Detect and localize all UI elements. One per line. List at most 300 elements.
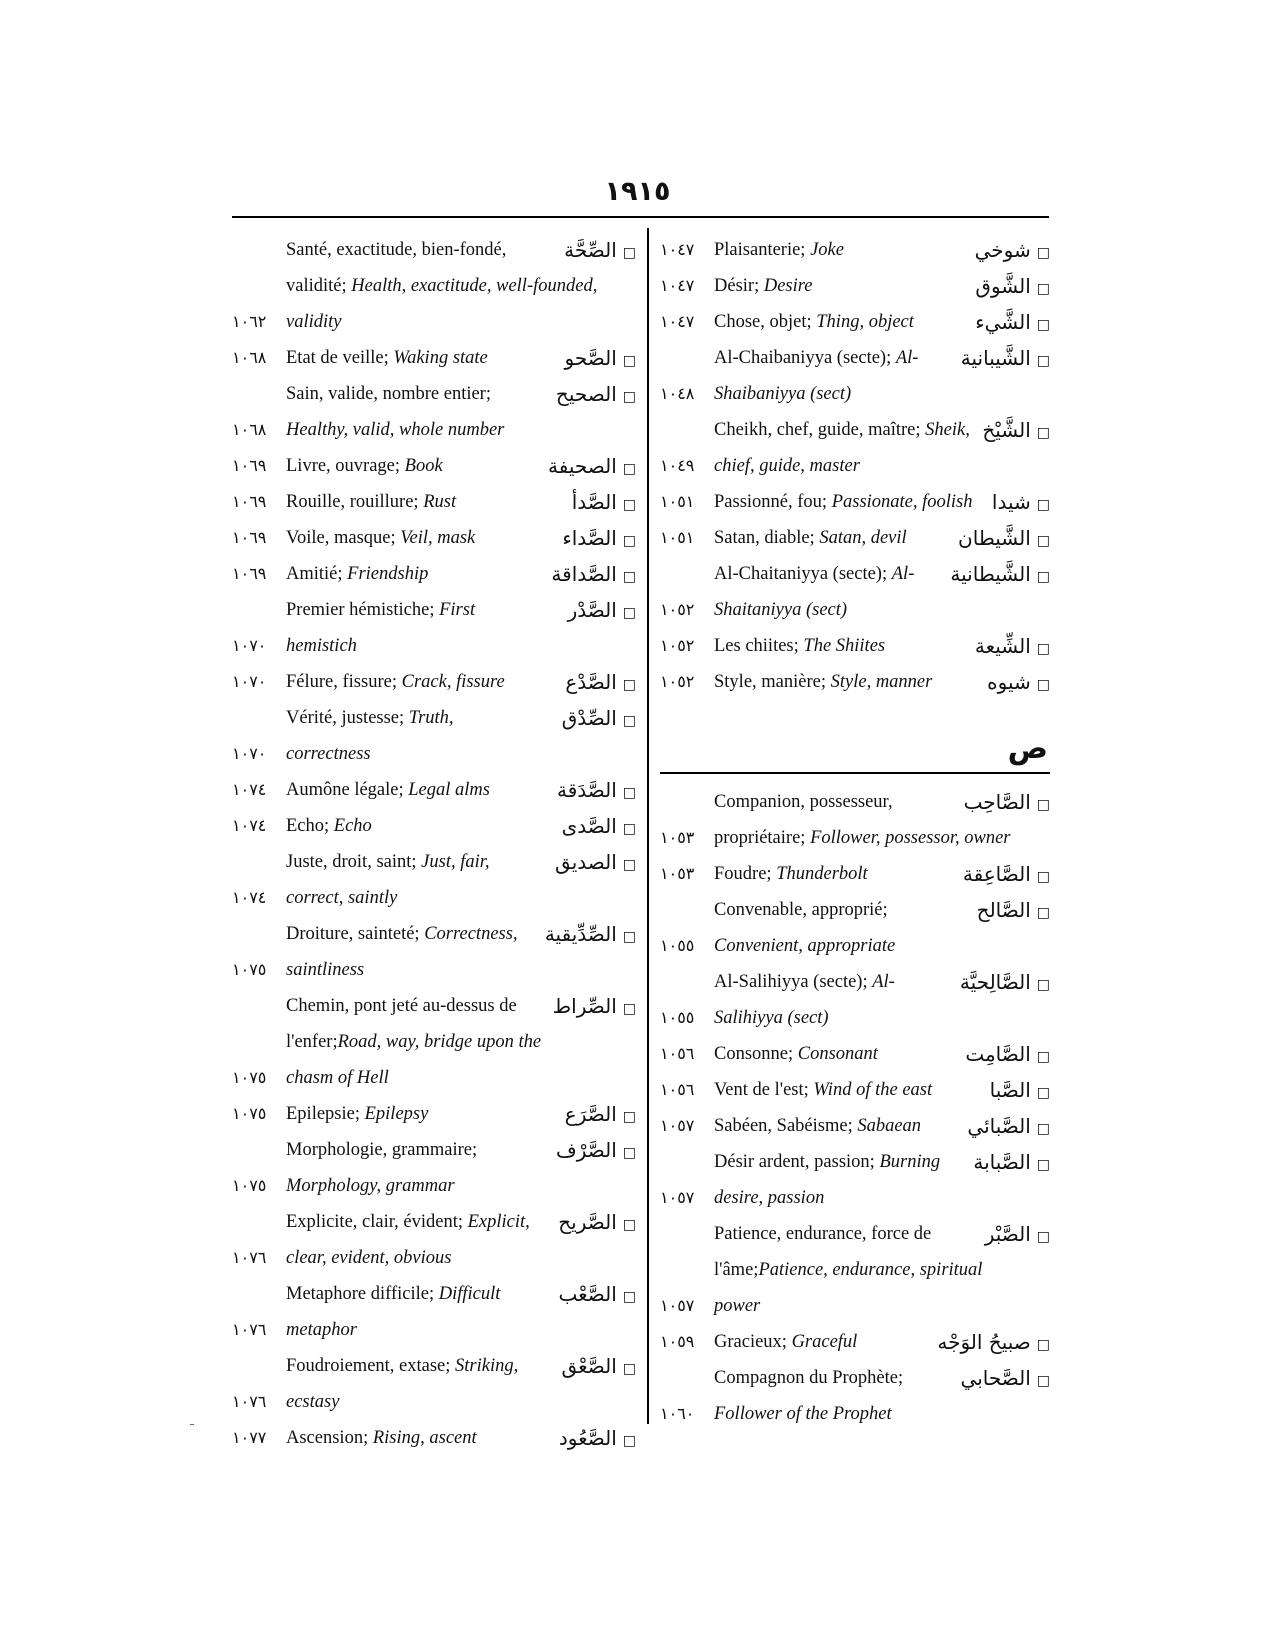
definition-text (714, 448, 860, 484)
definition-text (286, 664, 505, 700)
entry-bullet-icon: □ (1036, 977, 1050, 993)
french-gloss: Plaisanterie; (714, 240, 811, 260)
arabic-headword (987, 664, 1050, 703)
page-reference: ١٠٥٧ (660, 1116, 695, 1135)
entry-line (660, 1396, 1050, 1432)
definition-text (714, 928, 895, 964)
entry-line (660, 592, 1050, 628)
entry-line (232, 1132, 636, 1168)
french-gloss: Droiture, sainteté; (286, 924, 425, 944)
english-gloss: Follower of the Prophet (714, 1404, 892, 1424)
headword-text: الصَّدَقة (556, 778, 617, 802)
entry-line (660, 1324, 1050, 1360)
arabic-headword (982, 412, 1050, 451)
entry-bullet-icon: □ (622, 1361, 636, 1377)
entry-bullet-icon: □ (622, 821, 636, 837)
english-gloss: correct, saintly (286, 888, 398, 908)
definition-text (286, 628, 357, 664)
page-reference: ١٠٦٨ (232, 348, 267, 367)
headword-text: الصَّحابي (960, 1366, 1031, 1390)
english-gloss: Follower, possessor, owner (810, 828, 1011, 848)
english-gloss: Patience, endurance, spiritual (758, 1260, 983, 1280)
english-gloss: Correctness, (424, 924, 518, 944)
english-gloss: Sheik, (925, 420, 970, 440)
headword-text: الصِّحَّة (564, 238, 617, 262)
arabic-headword (950, 556, 1050, 595)
french-gloss: Amitié; (286, 564, 348, 584)
headword-text: الصَّداء (562, 526, 617, 550)
entry-bullet-icon: □ (622, 605, 636, 621)
english-gloss: Explicit, (467, 1212, 530, 1232)
definition-text (286, 1096, 428, 1132)
headword-text: الشَّيْخ (982, 418, 1031, 442)
headword-text: شوخي (974, 238, 1031, 262)
definition-text (286, 808, 372, 844)
entry-bullet-icon: □ (1036, 281, 1050, 297)
definition-text (286, 340, 488, 376)
headword-text: الصحيفة (547, 454, 617, 478)
entry-line (232, 1060, 636, 1096)
page-reference: ١٠٥٧ (660, 1188, 695, 1207)
english-gloss: ecstasy (286, 1392, 340, 1412)
french-gloss: Metaphore difficile; (286, 1284, 439, 1304)
definition-text (714, 1072, 932, 1108)
french-gloss: Aumône légale; (286, 780, 409, 800)
definition-text (286, 1276, 500, 1312)
english-gloss: Sabaean (857, 1116, 922, 1136)
definition-text (286, 232, 506, 268)
arabic-headword (973, 1144, 1050, 1183)
entry-line (232, 1420, 636, 1456)
page-reference: ١٠٧٤ (232, 888, 267, 907)
page-reference: ١٠٧٥ (232, 1068, 267, 1087)
headword-text: الصَّاعِقة (962, 862, 1031, 886)
entry-bullet-icon: □ (1036, 1157, 1050, 1173)
column-divider (647, 228, 649, 1424)
french-gloss: Etat de veille; (286, 348, 394, 368)
english-gloss: Shaitaniyya (sect) (714, 600, 848, 620)
entry-line (660, 784, 1050, 820)
page-reference: ١٠٥٧ (660, 1296, 695, 1315)
entry-line (660, 1180, 1050, 1216)
definition-text (714, 964, 895, 1000)
entry-line (232, 1384, 636, 1420)
definition-text (286, 700, 454, 736)
definition-text (714, 820, 1011, 856)
definition-text (286, 556, 428, 592)
english-gloss: Health, exactitude, well-founded, (351, 276, 598, 296)
entry-line (232, 412, 636, 448)
page-reference: ١٠٥١ (660, 528, 695, 547)
definition-text (286, 484, 456, 520)
page-reference: ١٠٧٥ (232, 1176, 267, 1195)
header-rule (232, 216, 1049, 218)
page-reference: ١٠٧٧ (232, 1428, 267, 1447)
entry-bullet-icon: □ (1036, 1229, 1050, 1245)
page-reference: ١٠٧٦ (232, 1320, 267, 1339)
definition-text (714, 556, 914, 592)
entry-bullet-icon: □ (1036, 797, 1050, 813)
definition-text (714, 304, 914, 340)
headword-text: الصَّاحِب (963, 790, 1031, 814)
entry-line (232, 952, 636, 988)
page-reference: ١٠٧٠ (232, 672, 267, 691)
french-gloss: Echo; (286, 816, 334, 836)
english-gloss: Echo (333, 816, 372, 836)
english-gloss: Al- (895, 348, 919, 368)
entry-bullet-icon: □ (622, 1145, 636, 1161)
english-gloss: The Shiites (803, 636, 886, 656)
english-gloss: Legal alms (408, 780, 490, 800)
entry-bullet-icon: □ (622, 1109, 636, 1125)
entry-bullet-icon: □ (622, 461, 636, 477)
entry-line (232, 880, 636, 916)
definition-text (286, 880, 397, 916)
arabic-headword (562, 520, 636, 559)
headword-text: الصَّداقة (551, 562, 617, 586)
english-gloss: Joke (810, 240, 844, 260)
english-gloss: correctness (286, 744, 371, 764)
entry-line (232, 448, 636, 484)
entry-line (660, 964, 1050, 1000)
headword-text: الصَّبائي (967, 1114, 1031, 1138)
entry-line (660, 1108, 1050, 1144)
headword-text: الصَّدى (561, 814, 617, 838)
page-reference: ١٠٦٩ (232, 456, 267, 475)
english-gloss: Difficult (438, 1284, 501, 1304)
entry-line (660, 232, 1050, 268)
entry-bullet-icon: □ (622, 785, 636, 801)
english-gloss: metaphor (286, 1320, 357, 1340)
entry-line (232, 736, 636, 772)
page-reference: ١٠٧٠ (232, 636, 267, 655)
english-gloss: power (714, 1296, 761, 1316)
entry-line (660, 1072, 1050, 1108)
entry-line (232, 1348, 636, 1384)
entry-bullet-icon: □ (1036, 677, 1050, 693)
entry-line (232, 808, 636, 844)
english-gloss: Veil, mask (400, 528, 476, 548)
entry-line (660, 892, 1050, 928)
headword-text: الشِّيعة (974, 634, 1031, 658)
entry-bullet-icon: □ (1036, 317, 1050, 333)
english-gloss: Desire (763, 276, 813, 296)
definition-text (286, 952, 364, 988)
page-reference: ١٠٥٥ (660, 1008, 695, 1027)
english-gloss: chief, guide, master (714, 456, 860, 476)
definition-text (714, 592, 847, 628)
sheen-entries (660, 232, 1050, 700)
page-reference: ١٠٤٩ (660, 456, 695, 475)
left-column (232, 232, 636, 1456)
definition-text (714, 376, 851, 412)
arabic-headword (551, 556, 636, 595)
english-gloss: Friendship (347, 564, 429, 584)
page-reference: ١٠٦٨ (232, 420, 267, 439)
french-gloss: Satan, diable; (714, 528, 820, 548)
definition-text (286, 916, 518, 952)
entry-bullet-icon: □ (622, 677, 636, 693)
entry-line (660, 376, 1050, 412)
arabic-headword (967, 1108, 1050, 1147)
french-gloss: Rouille, rouillure; (286, 492, 424, 512)
page-reference: ١٠٧٦ (232, 1392, 267, 1411)
french-gloss: Foudroiement, extase; (286, 1356, 456, 1376)
arabic-headword (975, 304, 1050, 343)
french-gloss: Désir; (714, 276, 764, 296)
arabic-headword (565, 1096, 636, 1135)
english-gloss: Style, manner (830, 672, 933, 692)
entry-line (232, 664, 636, 700)
french-gloss: Désir ardent, passion; (714, 1152, 880, 1172)
definition-text (286, 1240, 451, 1276)
definition-text (714, 232, 844, 268)
page-reference: ١٠٥٣ (660, 828, 695, 847)
definition-text (286, 1312, 357, 1348)
entry-bullet-icon: □ (1036, 1121, 1050, 1137)
french-gloss: Passionné, fou; (714, 492, 832, 512)
entry-bullet-icon: □ (622, 857, 636, 873)
definition-text (286, 988, 517, 1024)
headword-text: الصَّبْر (984, 1222, 1031, 1246)
page-reference: ١٠٤٧ (660, 312, 695, 331)
arabic-headword (937, 1324, 1050, 1363)
headword-text: الصَّرْف (556, 1138, 617, 1162)
entry-line (660, 820, 1050, 856)
entry-line (232, 1240, 636, 1276)
sad-entries-continued (232, 232, 636, 1456)
page-reference: ١٠٦٩ (232, 564, 267, 583)
entry-line (660, 1216, 1050, 1252)
entry-line (232, 592, 636, 628)
entry-bullet-icon: □ (1036, 569, 1050, 585)
french-gloss: Gracieux; (714, 1332, 792, 1352)
entry-line (232, 340, 636, 376)
entry-bullet-icon: □ (1036, 533, 1050, 549)
arabic-headword (557, 772, 636, 811)
english-gloss: Convenient, appropriate (714, 936, 896, 956)
french-gloss: Chemin, pont jeté au-dessus de (286, 996, 517, 1016)
entry-line (232, 1312, 636, 1348)
french-gloss: Premier hémistiche; (286, 600, 440, 620)
entry-line (232, 376, 636, 412)
french-gloss: Vérité, justesse; (286, 708, 409, 728)
page-reference: ١٠٧٥ (232, 960, 267, 979)
definition-text (714, 1360, 903, 1396)
entry-line (660, 520, 1050, 556)
entry-bullet-icon: □ (622, 1289, 636, 1305)
arabic-headword (565, 664, 636, 703)
page-reference: ١٠٥٢ (660, 672, 695, 691)
entry-line (232, 556, 636, 592)
french-gloss: Foudre; (714, 864, 777, 884)
entry-bullet-icon: □ (1036, 1085, 1050, 1101)
english-gloss: chasm of Hell (286, 1068, 389, 1088)
definition-text (286, 1132, 477, 1168)
entry-line (660, 1000, 1050, 1036)
english-gloss: saintliness (286, 960, 365, 980)
section-rule (660, 772, 1050, 784)
french-gloss: Sain, valide, nombre entier; (286, 384, 491, 404)
french-gloss: Convenable, approprié; (714, 900, 888, 920)
page-reference: ١٠٧٥ (232, 1104, 267, 1123)
definition-text (714, 664, 932, 700)
definition-text (714, 520, 907, 556)
definition-text (714, 1324, 857, 1360)
french-gloss: validité; (286, 276, 352, 296)
arabic-headword (975, 268, 1050, 307)
english-gloss: Graceful (791, 1332, 858, 1352)
arabic-headword (975, 232, 1050, 271)
headword-text: الشَّيبانية (960, 346, 1031, 370)
definition-text (286, 412, 504, 448)
entry-bullet-icon: □ (622, 1217, 636, 1233)
entry-line (232, 772, 636, 808)
arabic-headword (961, 340, 1050, 379)
headword-text: الصَّعُود (558, 1426, 617, 1450)
page-reference: ١٠٥٥ (660, 936, 695, 955)
page-number: ١٩١٥ (604, 176, 671, 207)
english-gloss: Book (404, 456, 443, 476)
definition-text (714, 412, 970, 448)
page-reference: ١٠٧٤ (232, 780, 267, 799)
entry-line (660, 1036, 1050, 1072)
french-gloss: Al-Salihiyya (secte); (714, 972, 873, 992)
arabic-headword (568, 592, 636, 631)
english-gloss: Thunderbolt (776, 864, 868, 884)
definition-text (286, 1168, 455, 1204)
entry-bullet-icon: □ (622, 713, 636, 729)
arabic-headword (559, 1420, 636, 1459)
english-gloss: Burning (879, 1152, 941, 1172)
entry-bullet-icon: □ (1036, 1373, 1050, 1389)
page-reference: ١٠٤٧ (660, 240, 695, 259)
entry-line (660, 340, 1050, 376)
definition-text (286, 1204, 530, 1240)
page-reference: ١٠٥٦ (660, 1080, 695, 1099)
french-gloss: l'enfer; (286, 1032, 338, 1052)
definition-text (714, 1108, 921, 1144)
page-reference: ١٠٥٣ (660, 864, 695, 883)
english-gloss: Rust (423, 492, 457, 512)
french-gloss: Santé, exactitude, bien-fondé, (286, 240, 507, 260)
english-gloss: First (439, 600, 476, 620)
french-gloss: Al-Chaitaniyya (secte); (714, 564, 892, 584)
definition-text (286, 376, 491, 412)
headword-text: الصَّبابة (973, 1150, 1031, 1174)
french-gloss: Félure, fissure; (286, 672, 402, 692)
arabic-headword (572, 484, 636, 523)
french-gloss: Explicite, clair, évident; (286, 1212, 468, 1232)
definition-text (286, 772, 490, 808)
arabic-headword (961, 1360, 1050, 1399)
entry-line (232, 232, 636, 268)
entry-line (232, 916, 636, 952)
english-gloss: Healthy, valid, whole number (286, 420, 505, 440)
english-gloss: Crack, fissure (401, 672, 505, 692)
entry-line (232, 1168, 636, 1204)
arabic-headword (963, 856, 1050, 895)
english-gloss: Epilepsy (364, 1104, 429, 1124)
english-gloss: Thing, object (816, 312, 914, 332)
english-gloss: Consonant (797, 1044, 878, 1064)
definition-text (714, 1288, 760, 1324)
french-gloss: Compagnon du Prophète; (714, 1368, 904, 1388)
definition-text (714, 892, 888, 928)
headword-text: صبيحُ الوَجْه (937, 1330, 1031, 1354)
page-reference: ١٠٧٦ (232, 1248, 267, 1267)
definition-text (714, 1216, 931, 1252)
french-gloss: Ascension; (286, 1428, 373, 1448)
entry-line (232, 1096, 636, 1132)
headword-text: الصَّالِحيَّة (959, 970, 1031, 994)
entry-line (660, 304, 1050, 340)
headword-text: الصَّدأ (571, 490, 617, 514)
arabic-headword (562, 808, 636, 847)
arabic-headword (964, 784, 1050, 823)
page-reference: ١٠٥٢ (660, 600, 695, 619)
entry-bullet-icon: □ (1036, 425, 1050, 441)
french-gloss: Les chiites; (714, 636, 804, 656)
english-gloss: Shaibaniyya (sect) (714, 384, 852, 404)
entry-bullet-icon: □ (1036, 1337, 1050, 1353)
definition-text (286, 268, 597, 304)
french-gloss: Livre, ouvrage; (286, 456, 405, 476)
english-gloss: clear, evident, obvious (286, 1248, 452, 1268)
entry-line (660, 412, 1050, 448)
definition-text (286, 304, 341, 340)
french-gloss: propriétaire; (714, 828, 811, 848)
french-gloss: Cheikh, chef, guide, maître; (714, 420, 926, 440)
entry-line (232, 1204, 636, 1240)
entry-line (232, 520, 636, 556)
entry-line (660, 856, 1050, 892)
headword-text: الصَّدْر (567, 598, 617, 622)
headword-text: الصحيح (555, 382, 617, 406)
headword-text: الصِّدْق (561, 706, 617, 730)
definition-text (286, 1024, 542, 1060)
arabic-headword (562, 700, 636, 739)
headword-text: الصديق (555, 850, 617, 874)
definition-text (714, 1036, 878, 1072)
entry-line (660, 928, 1050, 964)
definition-text (714, 1000, 829, 1036)
english-gloss: validity (286, 312, 342, 332)
entry-bullet-icon: □ (622, 497, 636, 513)
entry-line (660, 448, 1050, 484)
french-gloss: Morphologie, grammaire; (286, 1140, 478, 1160)
entry-bullet-icon: □ (622, 533, 636, 549)
sad-entries (660, 784, 1050, 1432)
definition-text (714, 856, 868, 892)
headword-text: الصَّريح (558, 1210, 617, 1234)
english-gloss: Truth, (408, 708, 454, 728)
arabic-headword (555, 844, 636, 883)
french-gloss: Al-Chaibaniyya (secte); (714, 348, 896, 368)
page-reference: ١٠٧٠ (232, 744, 267, 763)
headword-text: الشَّيطان (958, 526, 1031, 550)
french-gloss: l'âme; (714, 1260, 759, 1280)
entry-bullet-icon: □ (622, 389, 636, 405)
arabic-headword (564, 232, 636, 271)
entry-line (660, 628, 1050, 664)
entry-bullet-icon: □ (622, 569, 636, 585)
arabic-headword (558, 1204, 636, 1243)
french-gloss: Style, manière; (714, 672, 831, 692)
entry-bullet-icon: □ (622, 1433, 636, 1449)
section-letter: ص (1007, 731, 1048, 766)
page-reference: ١٠٥٩ (660, 1332, 695, 1351)
